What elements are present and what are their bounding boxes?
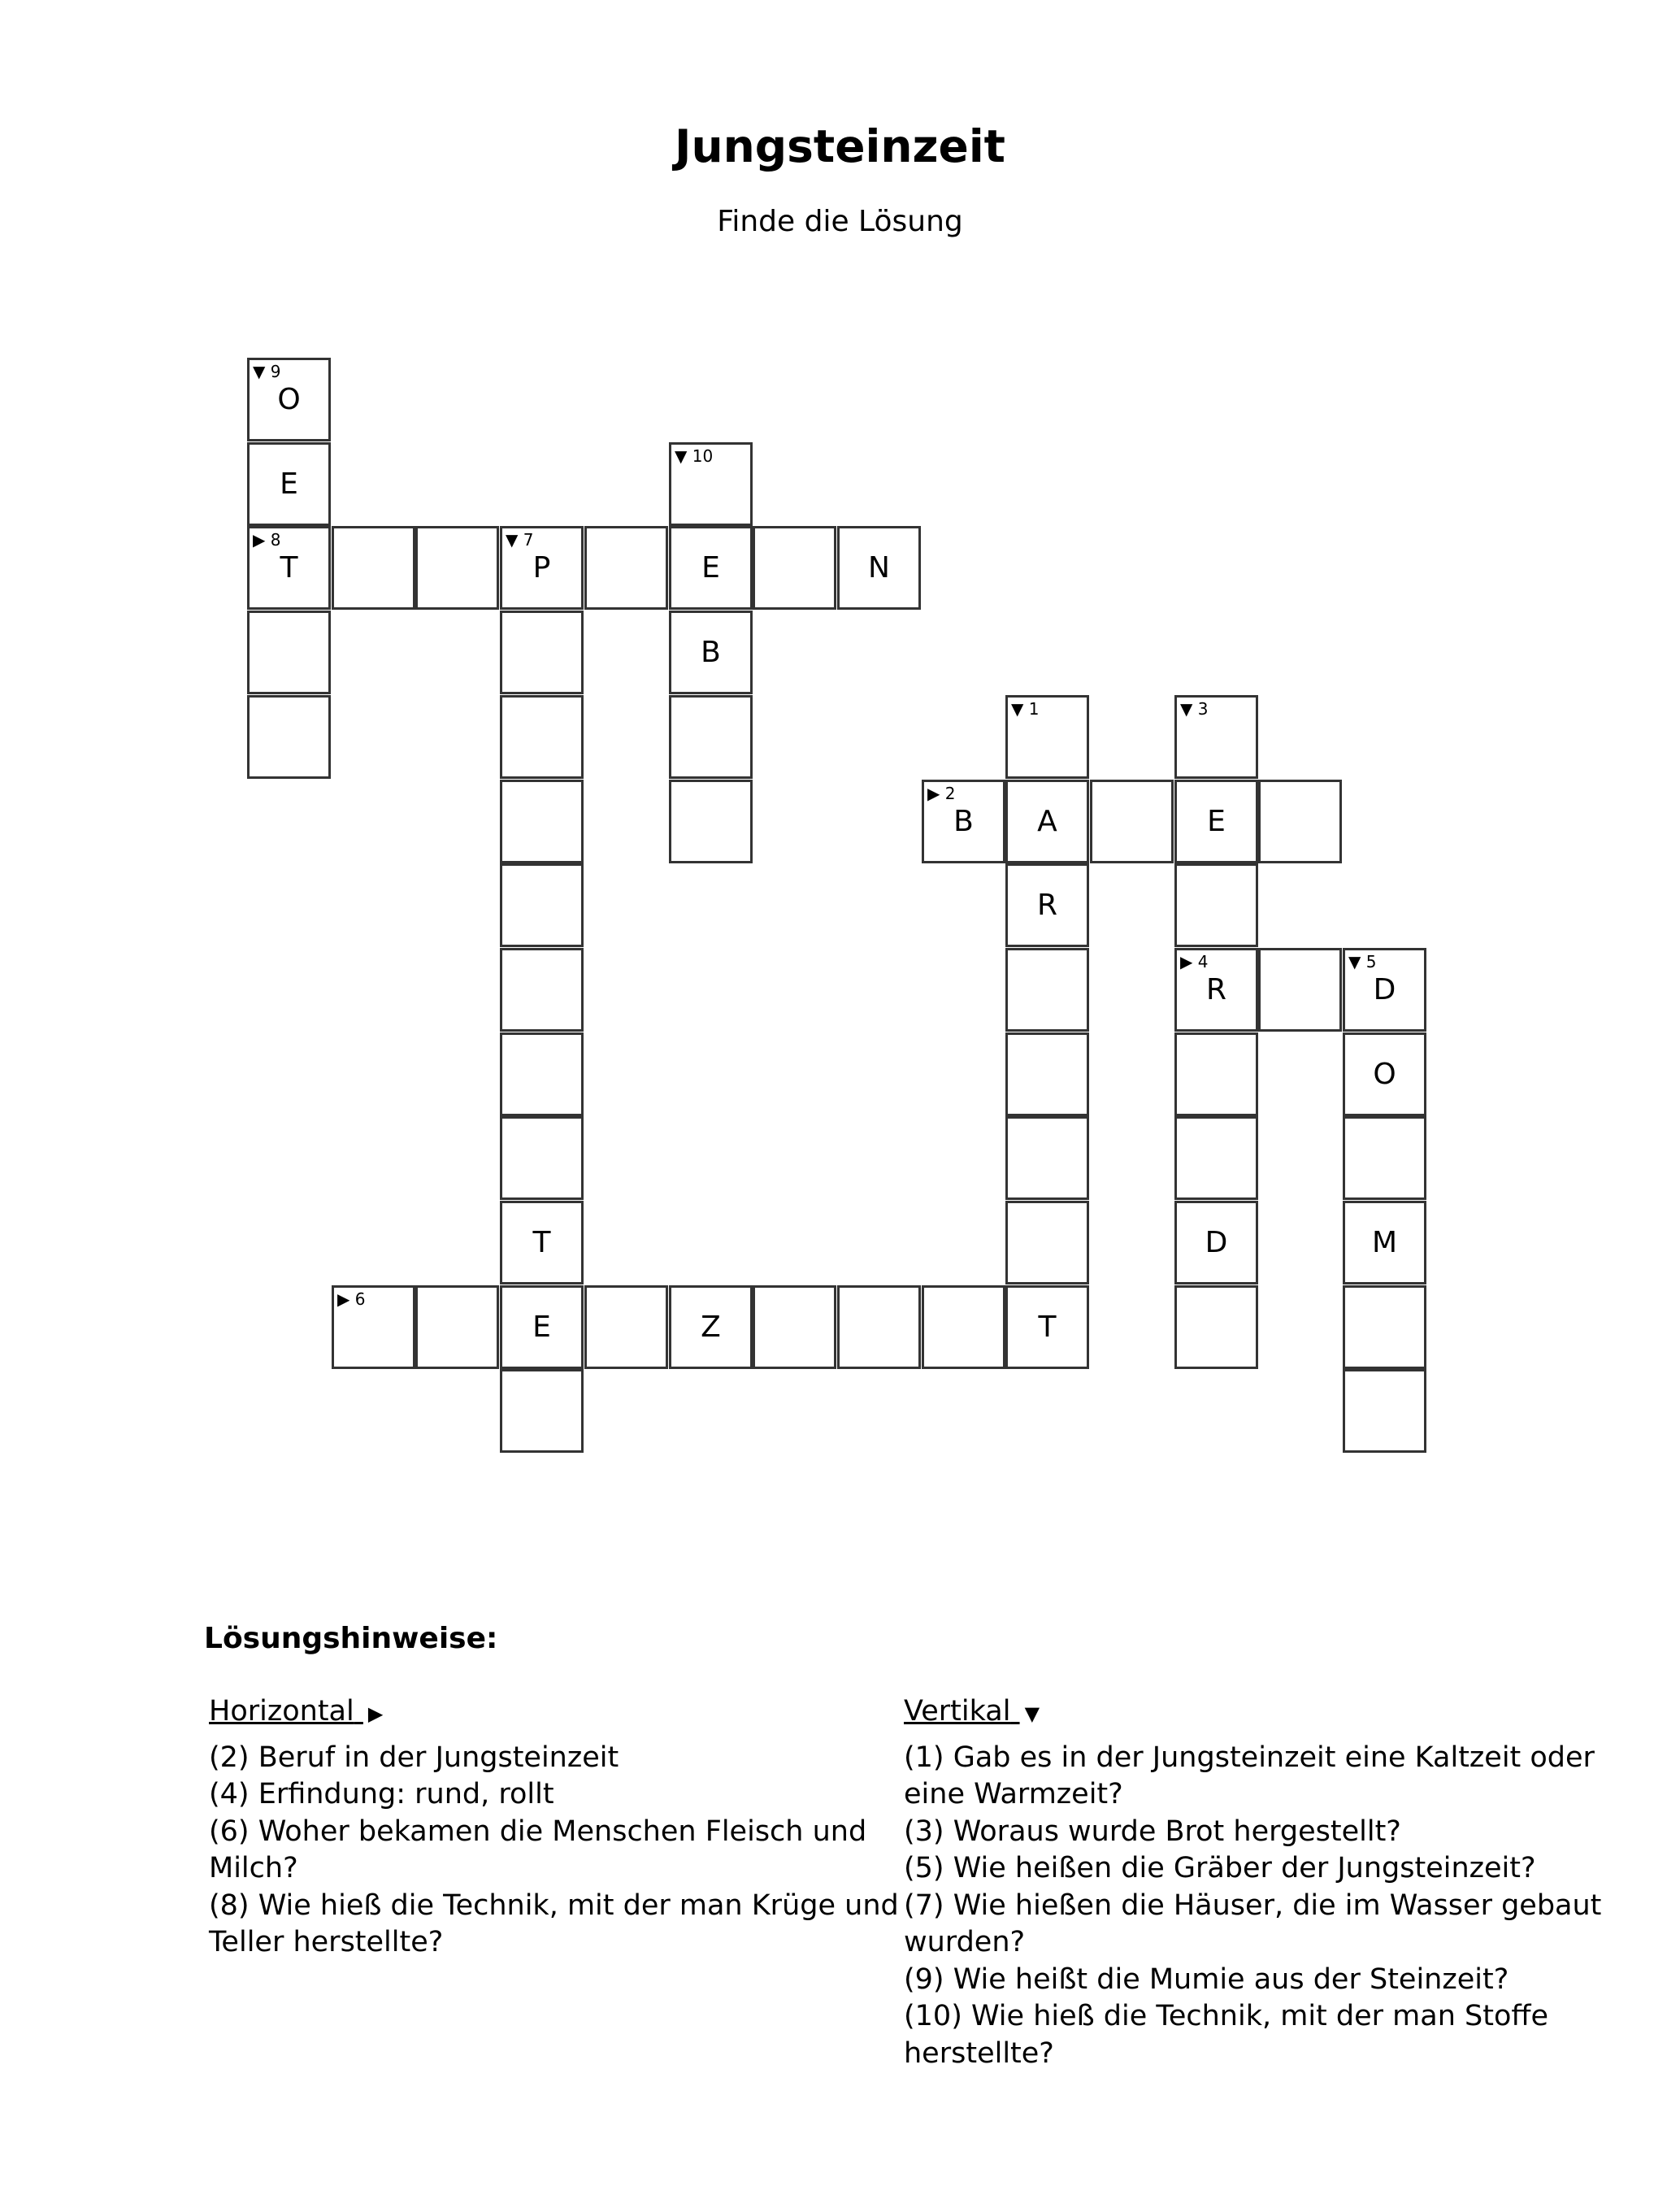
- crossword-cell[interactable]: [500, 526, 584, 610]
- cell-letter: R: [1036, 889, 1057, 922]
- cell-letter: E: [280, 467, 298, 501]
- crossword-cell[interactable]: [1174, 1032, 1258, 1116]
- crossword-cell[interactable]: [1343, 1369, 1426, 1453]
- page-subtitle: Finde die Lösung: [717, 205, 963, 238]
- crossword-cell[interactable]: [669, 695, 753, 779]
- crossword-cell[interactable]: [500, 1032, 584, 1116]
- crossword-cell[interactable]: [1258, 780, 1342, 863]
- crossword-cell[interactable]: [1005, 1032, 1089, 1116]
- page-title: Jungsteinzeit: [675, 120, 1005, 172]
- crossword-cell[interactable]: [1090, 780, 1174, 863]
- crossword-cell[interactable]: [500, 1116, 584, 1200]
- crossword-cell[interactable]: [247, 442, 331, 526]
- cell-letter: E: [701, 551, 720, 585]
- clue-vertical: (7) Wie hießen die Häuser, die im Wasser gebaut wurden?: [904, 1889, 1602, 1958]
- crossword-cell[interactable]: [1174, 695, 1258, 779]
- vertical-label: Vertikal: [904, 1695, 1011, 1728]
- crossword-cell[interactable]: [584, 1285, 668, 1369]
- clue-horizontal: (8) Wie hieß die Technik, mit der man Krüge und Teller herstellte?: [209, 1889, 899, 1958]
- clue-number: ▶ 2: [927, 784, 956, 803]
- horizontal-clues: [209, 1693, 900, 1962]
- crossword-cell[interactable]: [837, 1285, 921, 1369]
- horizontal-heading: [209, 1693, 900, 1733]
- crossword-cell[interactable]: [1174, 1201, 1258, 1284]
- cell-letter: T: [280, 551, 298, 585]
- clue-number: ▶ 6: [337, 1289, 366, 1309]
- clue-vertical: (9) Wie heißt die Mumie aus der Steinzeit?: [904, 1962, 1509, 1996]
- clue-horizontal: (4) Erfindung: rund, rollt: [209, 1778, 554, 1810]
- clue-number: ▼ 5: [1348, 952, 1377, 971]
- clue-number: ▼ 3: [1180, 699, 1209, 719]
- crossword-cell[interactable]: [1343, 1201, 1426, 1284]
- cell-letter: A: [1037, 805, 1057, 838]
- crossword-cell[interactable]: [669, 780, 753, 863]
- crossword-cell[interactable]: [669, 1285, 753, 1369]
- crossword-cell[interactable]: [1005, 863, 1089, 947]
- crossword-cell[interactable]: [669, 526, 753, 610]
- crossword-cell[interactable]: [500, 948, 584, 1032]
- crossword-cell[interactable]: [500, 863, 584, 947]
- crossword-cell[interactable]: [1005, 948, 1089, 1032]
- cell-letter: N: [868, 551, 890, 585]
- clue-number: ▼ 9: [253, 362, 281, 381]
- crossword-cell[interactable]: [922, 780, 1005, 863]
- clue-number: ▼ 7: [506, 530, 534, 550]
- vertical-heading: [904, 1693, 1603, 1733]
- crossword-cell[interactable]: [1174, 780, 1258, 863]
- crossword-cell[interactable]: [1174, 1116, 1258, 1200]
- crossword-cell[interactable]: [1005, 1201, 1089, 1284]
- crossword-cell[interactable]: [500, 695, 584, 779]
- clue-horizontal: (6) Woher bekamen die Menschen Fleisch und Milch?: [209, 1815, 867, 1884]
- crossword-cell[interactable]: [1174, 948, 1258, 1032]
- crossword-cell[interactable]: [332, 526, 415, 610]
- crossword-cell[interactable]: [922, 1285, 1005, 1369]
- clue-vertical: (5) Wie heißen die Gräber der Jungsteinzeit?: [904, 1852, 1536, 1884]
- cell-letter: B: [701, 636, 721, 669]
- clue-horizontal: (2) Beruf in der Jungsteinzeit: [209, 1741, 619, 1774]
- crossword-cell[interactable]: [669, 611, 753, 694]
- cell-letter: D: [1373, 973, 1396, 1006]
- cell-letter: O: [1373, 1058, 1396, 1091]
- crossword-cell[interactable]: [753, 1285, 836, 1369]
- cell-letter: B: [953, 805, 974, 838]
- crossword-cell[interactable]: [1343, 1285, 1426, 1369]
- down-arrow-icon: ▼: [1024, 1702, 1040, 1725]
- crossword-cell[interactable]: [1343, 1116, 1426, 1200]
- clue-number: ▼ 10: [675, 446, 714, 466]
- cell-letter: R: [1205, 973, 1226, 1006]
- clue-vertical: (1) Gab es in der Jungsteinzeit eine Kaltzeit oder eine Warmzeit?: [904, 1741, 1595, 1810]
- crossword-cell[interactable]: [1174, 1285, 1258, 1369]
- crossword-cell[interactable]: [1005, 695, 1089, 779]
- crossword-cell[interactable]: [500, 1369, 584, 1453]
- clue-number: ▼ 1: [1011, 699, 1040, 719]
- crossword-cell[interactable]: [1005, 1285, 1089, 1369]
- right-arrow-icon: ▶: [367, 1702, 384, 1725]
- crossword-cell[interactable]: [1343, 1032, 1426, 1116]
- crossword-cell[interactable]: [1174, 863, 1258, 947]
- cell-letter: E: [1207, 805, 1226, 838]
- cell-letter: T: [532, 1226, 551, 1259]
- cell-letter: O: [277, 383, 301, 416]
- cell-letter: M: [1371, 1226, 1398, 1259]
- crossword-cell[interactable]: [247, 695, 331, 779]
- crossword-cell[interactable]: [584, 526, 668, 610]
- crossword-cell[interactable]: [247, 526, 331, 610]
- cell-letter: E: [532, 1310, 551, 1344]
- cell-letter: T: [1038, 1310, 1057, 1344]
- crossword-cell[interactable]: [500, 1285, 584, 1369]
- crossword-cell[interactable]: [1343, 948, 1426, 1032]
- crossword-cell[interactable]: [837, 526, 921, 610]
- crossword-cell[interactable]: [753, 526, 836, 610]
- cell-letter: Z: [701, 1310, 721, 1344]
- crossword-cell[interactable]: [1005, 1116, 1089, 1200]
- clue-vertical: (10) Wie hieß die Technik, mit der man Stoffe herstellte?: [904, 2000, 1549, 2070]
- clue-vertical: (3) Woraus wurde Brot hergestellt?: [904, 1815, 1401, 1848]
- crossword-cell[interactable]: [500, 780, 584, 863]
- clue-number: ▶ 4: [1180, 952, 1209, 971]
- crossword-cell[interactable]: [669, 442, 753, 526]
- clue-number: ▶ 8: [253, 530, 281, 550]
- crossword-cell[interactable]: [500, 1201, 584, 1284]
- vertical-clues: [904, 1693, 1603, 2072]
- crossword-cell[interactable]: [1258, 948, 1342, 1032]
- cell-letter: P: [532, 551, 551, 585]
- crossword-cell[interactable]: [415, 526, 499, 610]
- crossword-cell[interactable]: [247, 611, 331, 694]
- crossword-cell[interactable]: [500, 611, 584, 694]
- crossword-cell[interactable]: [247, 358, 331, 441]
- crossword-cell[interactable]: [415, 1285, 499, 1369]
- hints-heading: Lösungshinweise:: [204, 1622, 498, 1655]
- crossword-cell[interactable]: [1005, 780, 1089, 863]
- cell-letter: D: [1205, 1226, 1228, 1259]
- horizontal-label: Horizontal: [209, 1695, 354, 1728]
- crossword-cell[interactable]: [332, 1285, 415, 1369]
